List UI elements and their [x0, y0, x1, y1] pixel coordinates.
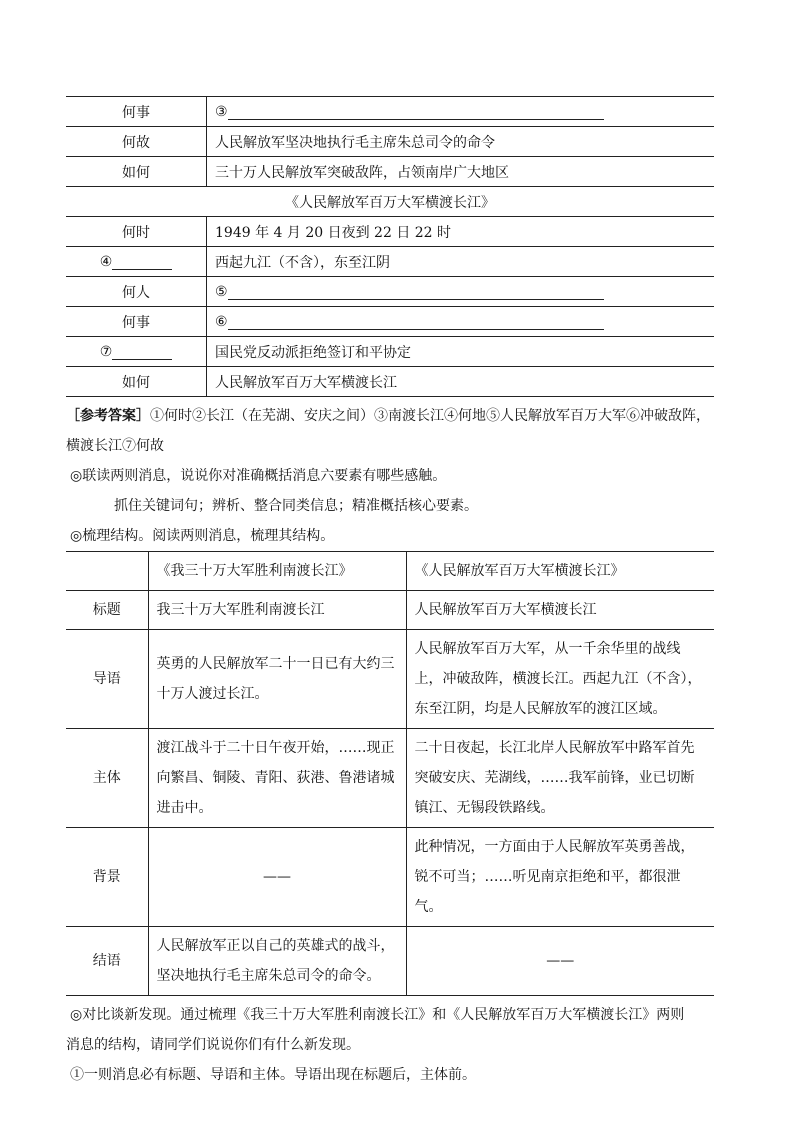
- answer-blank[interactable]: [112, 344, 172, 360]
- row-label: 如何: [66, 157, 207, 187]
- section-title: 《人民解放军百万大军横渡长江》: [66, 187, 714, 217]
- structure-table: [66, 551, 714, 996]
- answer-blank[interactable]: [228, 104, 604, 120]
- table-row: [66, 97, 714, 127]
- table-section-title-row: [66, 187, 714, 217]
- row-value: ⑤: [207, 277, 715, 307]
- table-row: [66, 591, 714, 630]
- table-row: [66, 247, 714, 277]
- table-row: [66, 217, 714, 247]
- row-value: 人民解放军百万大军横渡长江: [207, 367, 715, 397]
- row-label: ⑦: [66, 337, 207, 367]
- question-1: ◎联读两则消息，说说你对准确概括消息六要素有哪些感触。: [70, 468, 447, 484]
- reference-answer-line1: ［参考答案］①何时②长江（在芜湖、安庆之间）③南渡长江④何地⑤人民解放军百万大军⑥冲破敌阵，: [66, 408, 710, 424]
- row-label: 如何: [66, 367, 207, 397]
- table-row: [66, 729, 714, 828]
- reference-answer-tag: ［参考答案］: [66, 408, 150, 424]
- cell-news1: 英勇的人民解放军二十一日已有大约三十万人渡过长江。: [148, 630, 406, 729]
- question-3-line2: 消息的结构，请同学们说说你们有什么新发现。: [66, 1037, 360, 1053]
- row-value: ⑥: [207, 307, 715, 337]
- row-label: 何事: [66, 97, 207, 127]
- question-3-line1: ◎对比谈新发现。通过梳理《我三十万大军胜利南渡长江》和《人民解放军百万大军横渡长江》两则: [70, 1007, 685, 1023]
- cell-news2: 人民解放军百万大军，从一千余华里的战线上，冲破敌阵，横渡长江。西起九江（不含），东至江阴，均是人民解放军的渡江区域。: [406, 630, 714, 729]
- row-label: 何时: [66, 217, 207, 247]
- row-label: 何事: [66, 307, 207, 337]
- table-row: [66, 630, 714, 729]
- row-label: 背景: [66, 828, 148, 927]
- row-label: 标题: [66, 591, 148, 630]
- answer-1: 抓住关键词句；辨析、整合同类信息；精准概括核心要素。: [114, 498, 478, 514]
- table-row: [66, 927, 714, 996]
- header-cell: 《我三十万大军胜利南渡长江》: [148, 552, 406, 591]
- cell-news1: 渡江战斗于二十日午夜开始，……现正向繁昌、铜陵、青阳、荻港、鲁港诸城进击中。: [148, 729, 406, 828]
- cell-news2: 此种情况，一方面由于人民解放军英勇善战，锐不可当；……听见南京拒绝和平，都很泄气。: [406, 828, 714, 927]
- document-page: [66, 96, 714, 1090]
- table-row: [66, 277, 714, 307]
- row-value: 1949 年 4 月 20 日夜到 22 日 22 时: [207, 217, 715, 247]
- row-label: 何人: [66, 277, 207, 307]
- answer-blank[interactable]: [228, 284, 604, 300]
- row-value: ③: [207, 97, 715, 127]
- row-value: 西起九江（不含），东至江阴: [207, 247, 715, 277]
- table-row: [66, 157, 714, 187]
- cell-news2: ——: [406, 927, 714, 996]
- row-label: ④: [66, 247, 207, 277]
- header-cell: 《人民解放军百万大军横渡长江》: [406, 552, 714, 591]
- cell-news1: ——: [148, 828, 406, 927]
- table-row: [66, 367, 714, 397]
- row-label: 主体: [66, 729, 148, 828]
- cell-news2: 人民解放军百万大军横渡长江: [406, 591, 714, 630]
- row-label: 结语: [66, 927, 148, 996]
- cell-news2: 二十日夜起，长江北岸人民解放军中路军首先突破安庆、芜湖线，……我军前锋，业已切断镇江、无锡段铁路线。: [406, 729, 714, 828]
- answer-blank[interactable]: [228, 314, 604, 330]
- row-label: 何故: [66, 127, 207, 157]
- table-row: [66, 127, 714, 157]
- row-value: 国民党反动派拒绝签订和平协定: [207, 337, 715, 367]
- table-header-row: [66, 552, 714, 591]
- six-elements-table: [66, 96, 714, 397]
- answer-blank[interactable]: [112, 254, 172, 270]
- question-2: ◎梳理结构。阅读两则消息，梳理其结构。: [70, 528, 335, 544]
- answer-3: ①一则消息必有标题、导语和主体。导语出现在标题后，主体前。: [70, 1067, 476, 1083]
- cell-news1: 我三十万大军胜利南渡长江: [148, 591, 406, 630]
- table-row: [66, 828, 714, 927]
- row-label: 导语: [66, 630, 148, 729]
- reference-answer-line2: 横渡长江⑦何故: [66, 438, 164, 454]
- header-cell: [66, 552, 148, 591]
- cell-news1: 人民解放军正以自己的英雄式的战斗，坚决地执行毛主席朱总司令的命令。: [148, 927, 406, 996]
- table-row: [66, 337, 714, 367]
- table-row: [66, 307, 714, 337]
- row-value: 人民解放军坚决地执行毛主席朱总司令的命令: [207, 127, 715, 157]
- row-value: 三十万人民解放军突破敌阵，占领南岸广大地区: [207, 157, 715, 187]
